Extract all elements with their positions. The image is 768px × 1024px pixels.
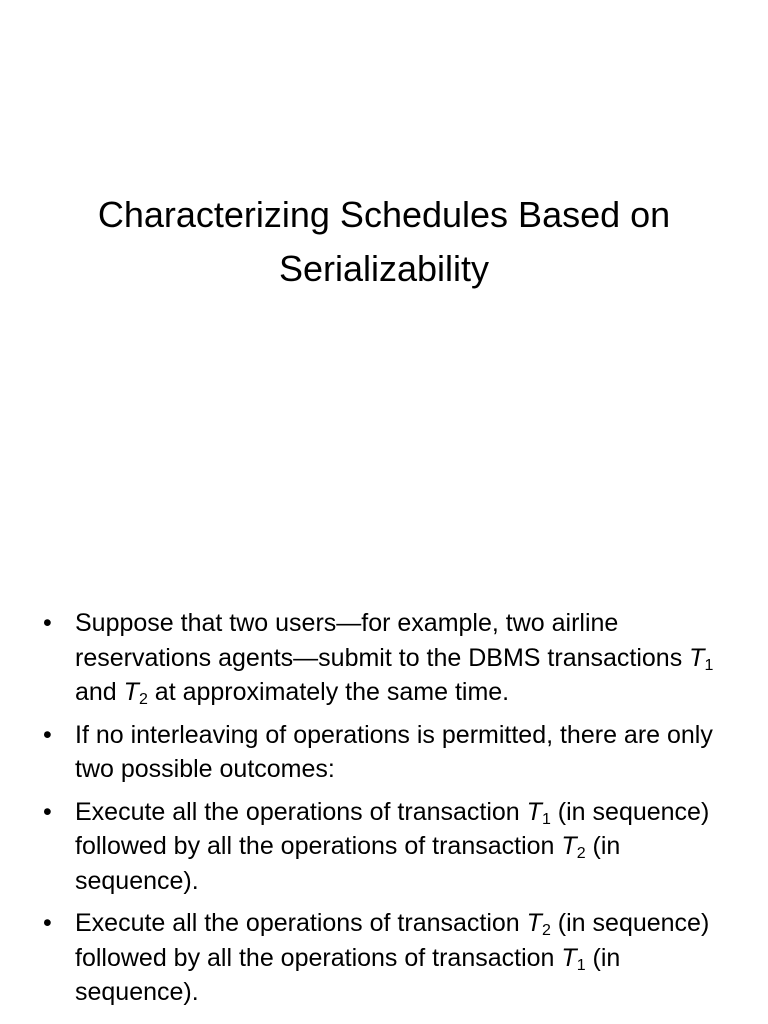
transaction-subscript: 2	[576, 845, 586, 862]
transaction-subscript: 1	[541, 810, 551, 828]
text-run: Execute all the operations of transaction	[75, 797, 527, 826]
bullet-marker: •	[43, 797, 52, 826]
transaction-variable: T	[526, 909, 542, 937]
slide-title: Characterizing Schedules Based on Serializability	[97, 194, 671, 289]
transaction-variable: T	[689, 643, 705, 672]
bullet-text	[75, 909, 709, 1006]
text-run: and	[75, 678, 124, 706]
transaction-subscript: 2	[541, 922, 551, 939]
bullet-item	[0, 795, 768, 899]
bullet-text	[75, 721, 713, 784]
bullet-text	[75, 798, 709, 895]
bullet-item	[0, 606, 768, 710]
bullet-marker: •	[43, 609, 52, 637]
bullet-text	[75, 609, 713, 706]
transaction-variable: T	[561, 943, 577, 972]
text-run: (in sequence) followed by all the operations of transaction	[75, 797, 710, 860]
text-run: If no interleaving of operations is permitted, there are only two possible outcomes:	[75, 720, 713, 783]
bullet-item	[0, 906, 768, 1010]
text-run: Execute all the operations of transaction	[75, 909, 527, 937]
transaction-subscript: 1	[704, 656, 714, 674]
text-run: at approximately the same time.	[147, 678, 510, 706]
bullet-item	[0, 718, 768, 787]
transaction-subscript: 1	[576, 956, 586, 974]
transaction-variable: T	[561, 832, 577, 860]
bullet-list	[0, 606, 768, 1018]
bullet-marker: •	[43, 720, 52, 749]
text-run: (in sequence).	[75, 832, 621, 895]
transaction-subscript: 2	[138, 691, 148, 708]
transaction-variable: T	[123, 678, 139, 706]
transaction-variable: T	[526, 797, 542, 826]
text-run: (in sequence) followed by all the operations of transaction	[75, 909, 710, 972]
text-run: (in sequence).	[75, 943, 621, 1006]
text-run: Suppose that two users—for example, two airline reservations agents—submit to the DBMS transactions	[75, 609, 690, 672]
bullet-marker: •	[43, 909, 52, 937]
